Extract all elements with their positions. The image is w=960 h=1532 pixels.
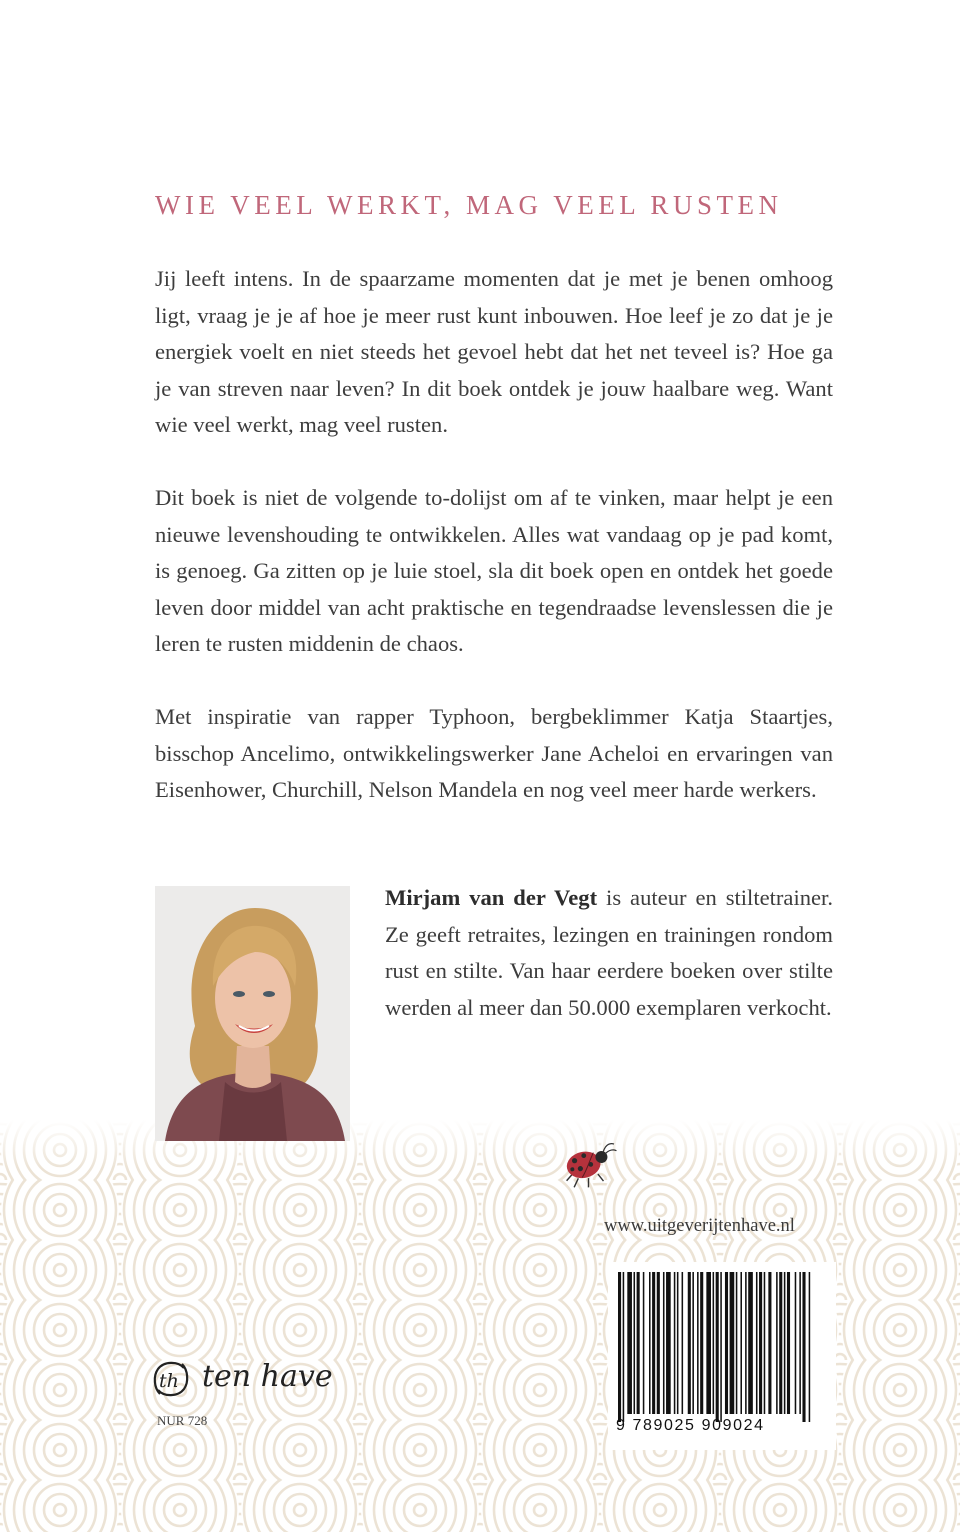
author-bio-text: is auteur en stiltetrainer. Ze geeft retraites, lezingen en trainingen rondom rust en stilte. Van haar eerdere boeken over stilte werden al meer dan 50.000 exemplaren verkocht. xyxy=(385,885,833,1020)
barcode-bar xyxy=(799,1272,801,1414)
barcode-bar xyxy=(802,1272,805,1422)
author-section xyxy=(155,886,833,1141)
barcode-bar xyxy=(748,1272,753,1414)
barcode-bar xyxy=(618,1272,621,1422)
barcode-bar xyxy=(674,1272,676,1414)
publisher-name: ten have xyxy=(202,1359,333,1394)
barcode-bar xyxy=(725,1272,728,1414)
logo-mark-text: th xyxy=(159,1370,179,1392)
barcode-bar xyxy=(740,1272,742,1414)
barcode-bar xyxy=(768,1272,771,1414)
barcode-bar xyxy=(637,1272,640,1414)
barcode-bars xyxy=(618,1272,826,1422)
barcode-bar xyxy=(652,1272,655,1414)
barcode-bar xyxy=(627,1272,632,1414)
barcode-bar xyxy=(730,1272,735,1414)
barcode-bar xyxy=(809,1272,811,1422)
barcode-bar xyxy=(657,1272,660,1414)
barcode-bar xyxy=(666,1272,671,1414)
intro-paragraph: Jij leeft intens. In de spaarzame momenten dat je met je benen omhoog ligt, vraag je je af hoe je meer rust kunt inbouwen. Hoe leef je zo dat je je energiek voelt en niet steeds het gevoel hebt dat het net teveel is? Hoe ga je van streven naar leven? In dit boek ontdek je jouw haalbare weg. Want wie veel werkt, mag veel rusten. xyxy=(155,266,833,438)
barcode-bar xyxy=(759,1272,762,1414)
author-photo xyxy=(155,886,350,1141)
author-name: Mirjam van der Vegt xyxy=(385,885,598,910)
barcode-bar xyxy=(784,1272,786,1414)
barcode-bar xyxy=(764,1272,766,1414)
barcode-bar xyxy=(634,1272,636,1414)
isbn-digits: 9 789025 909024 xyxy=(616,1417,765,1434)
barcode-bar xyxy=(700,1272,703,1414)
barcode-bar xyxy=(697,1272,699,1414)
th-logo-icon xyxy=(150,1358,192,1400)
description-paragraph: Dit boek is niet de volgende to-dolijst om af te vinken, maar helpt je een nieuwe levenshouding te ontwikkelen. Alles wat vandaag op je pad komt, is genoeg. Ga zitten op je luie stoel, sla dit boek open en ontdek het goede leven door middel van acht praktische en tegendraadse levenslessen die je leren te rusten middenin de chaos. xyxy=(155,484,833,657)
barcode-bar xyxy=(720,1272,722,1422)
ladybug-icon xyxy=(560,1140,622,1190)
barcode-bar xyxy=(716,1272,719,1422)
barcode-bar xyxy=(745,1272,747,1414)
barcode-bar xyxy=(779,1272,782,1414)
cover-heading: WIE VEEL WERKT, MAG VEEL RUSTEN xyxy=(155,190,783,220)
barcode-bar xyxy=(736,1272,738,1414)
barcode-bar xyxy=(623,1272,625,1422)
barcode xyxy=(608,1262,836,1450)
barcode-bar xyxy=(787,1272,790,1414)
back-cover-text xyxy=(155,190,833,809)
barcode-bar xyxy=(688,1272,691,1414)
barcode-bar xyxy=(677,1272,679,1414)
publisher-logo xyxy=(150,1356,350,1402)
barcode-bar xyxy=(776,1272,778,1414)
barcode-bar xyxy=(663,1272,665,1414)
barcode-bar xyxy=(756,1272,758,1414)
barcode-bar xyxy=(692,1272,694,1414)
author-bio xyxy=(385,880,833,1026)
barcode-bar xyxy=(643,1272,645,1414)
inspiration-paragraph: Met inspiratie van rapper Typhoon, bergbeklimmer Katja Staartjes, bisschop Ancelimo, ontwikkelingswerker Jane Acheloi en ervaringen van Eisenhower, Churchill, Nelson Mandela en nog veel meer harde werkers. xyxy=(155,703,833,803)
barcode-bar xyxy=(682,1272,684,1414)
publisher-website: www.uitgeverijtenhave.nl xyxy=(604,1216,795,1236)
barcode-bar xyxy=(649,1272,651,1414)
barcode-bar xyxy=(706,1272,711,1414)
nur-code: NUR 728 xyxy=(157,1413,208,1428)
barcode-bar xyxy=(795,1272,797,1414)
barcode-bar xyxy=(713,1272,715,1414)
